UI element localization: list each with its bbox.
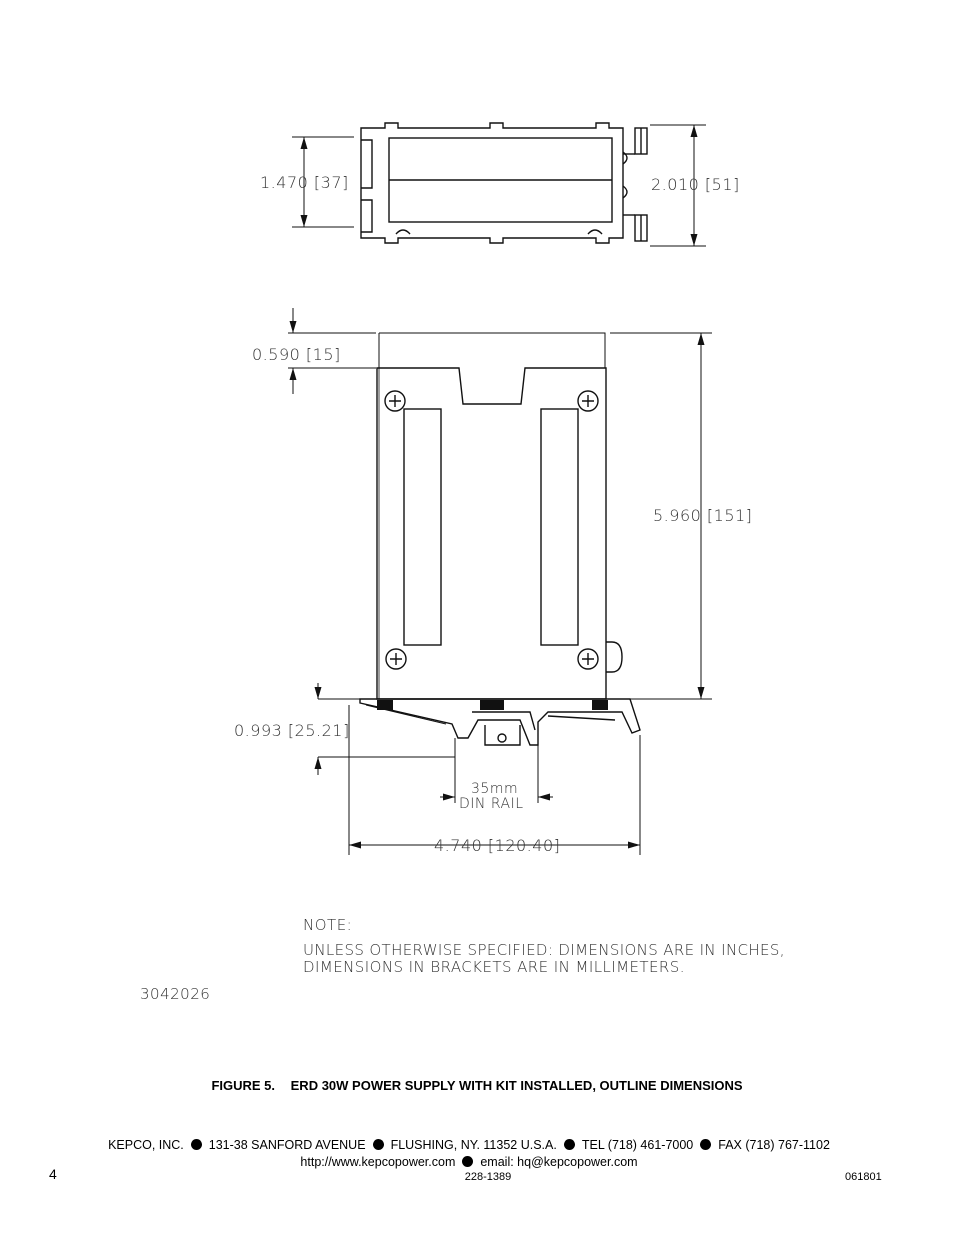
footer-city: FLUSHING, NY. 11352 U.S.A. bbox=[390, 1138, 557, 1152]
footer-contact-line bbox=[0, 1155, 938, 1169]
dim-top-height: 1.470 [37] bbox=[260, 173, 349, 192]
dim-height: 5.960 [151] bbox=[653, 506, 753, 525]
page-number: 4 bbox=[49, 1166, 57, 1182]
date-code: 061801 bbox=[845, 1171, 882, 1183]
note-title: NOTE: bbox=[303, 916, 353, 934]
footer-company: KEPCO, INC. bbox=[108, 1138, 184, 1152]
footer-website[interactable]: http://www.kepcopower.com bbox=[300, 1155, 456, 1169]
footer-email[interactable]: email: hq@kepcopower.com bbox=[480, 1155, 638, 1169]
top-view bbox=[361, 123, 647, 243]
bullet-icon bbox=[191, 1139, 202, 1150]
note-line2: DIMENSIONS IN BRACKETS ARE IN MILLIMETERS. bbox=[303, 958, 685, 976]
bullet-icon bbox=[462, 1156, 473, 1167]
dim-rail-line1: 35mm bbox=[471, 781, 519, 797]
figure-title: ERD 30W POWER SUPPLY WITH KIT INSTALLED, OUTLINE DIMENSIONS bbox=[290, 1078, 743, 1093]
footer-address: 131-38 SANFORD AVENUE bbox=[208, 1138, 366, 1152]
front-view bbox=[360, 333, 640, 745]
footer-address-line bbox=[0, 1138, 938, 1152]
drawing-number: 3042026 bbox=[140, 985, 211, 1003]
figure-number: FIGURE 5. bbox=[211, 1078, 276, 1093]
figure-caption bbox=[0, 1078, 954, 1093]
dim-top-depth: 2.010 [51] bbox=[651, 175, 740, 194]
bullet-icon bbox=[564, 1139, 575, 1150]
dim-width: 4.740 [120.40] bbox=[434, 836, 561, 855]
footer-fax: FAX (718) 767-1102 bbox=[718, 1138, 830, 1152]
bullet-icon bbox=[373, 1139, 384, 1150]
dim-rail-line2: DIN RAIL bbox=[459, 796, 524, 812]
dim-rail-depth: 0.993 [25.21] bbox=[234, 721, 350, 740]
note-line1: UNLESS OTHERWISE SPECIFIED: DIMENSIONS ARE IN INCHES, bbox=[303, 941, 785, 959]
bullet-icon bbox=[700, 1139, 711, 1150]
dim-offset: 0.590 [15] bbox=[252, 345, 341, 364]
footer-tel: TEL (718) 461-7000 bbox=[581, 1138, 694, 1152]
doc-number: 228-1389 bbox=[464, 1171, 512, 1183]
